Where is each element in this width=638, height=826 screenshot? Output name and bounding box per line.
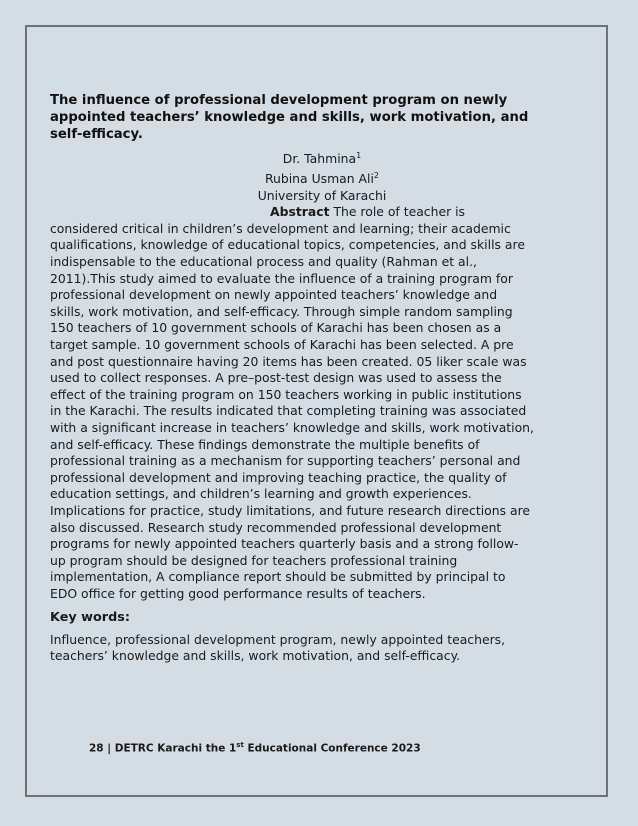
author-2-sup: 2 xyxy=(373,171,380,181)
page-footer xyxy=(89,741,421,755)
footer-sup: st xyxy=(236,741,244,749)
keywords-heading: Key words: xyxy=(50,609,130,625)
paper-content xyxy=(50,92,534,665)
abstract-text: The role of teacher is considered critical in children’s development and learning; their academic qualifications, knowledge of educational topics, competencies, and skills are indispensable to the educational process and quality (Rahman et al., 2011).This study aimed to evaluate the influence of a training program for professional development on newly appointed teachers’ knowledge and skills, work motivation, and self-efficacy. Through simple random sampling 150 teachers of 10 government schools of Karachi has been chosen as a target sample. 10 government schools of Karachi has been selected. A pre and post questionnaire having 20 items has been created. 05 liker scale was used to collect responses. A pre–post-test design was used to assess the effect of the training program on 150 teachers working in public institutions in the Karachi. The results indicated that completing training was associated with a significant increase in teachers’ knowledge and skills, work motivation, and self-efficacy. These findings demonstrate the multiple benefits of professional training as a mechanism for supporting teachers’ personal and professional development and improving teaching practice, the quality of education settings, and children’s learning and growth experiences. Implications for practice, study limitations, and future research directions are also discussed. Research study recommended professional development programs for newly appointed teachers quarterly basis and a strong follow-up program should be designed for teachers professional training implementation, A compliance report should be submitted by principal to EDO office for getting good performance results of teachers. xyxy=(50,204,534,601)
author-1-sup: 1 xyxy=(356,151,362,160)
author-1-name: Dr. Tahmina xyxy=(282,151,357,167)
affiliation: University of Karachi xyxy=(257,188,387,204)
author-1 xyxy=(110,147,534,167)
footer-suffix: Educational Conference 2023 xyxy=(243,742,421,755)
paper-title: The influence of professional development program on newly appointed teachers’ knowledge and skills, work motivation, and self-efficacy. xyxy=(50,93,529,142)
author-block xyxy=(50,147,534,204)
abstract xyxy=(50,204,534,602)
author-2 xyxy=(110,167,534,187)
keywords-text: Influence, professional development program, newly appointed teachers, teachers’ knowledge and skills, work motivation, and self-efficacy. xyxy=(50,631,506,664)
abstract-label: Abstract xyxy=(270,204,330,220)
footer-prefix: 28 | DETRC Karachi the 1 xyxy=(89,742,237,755)
author-2-name: Rubina Usman Ali xyxy=(264,171,374,187)
